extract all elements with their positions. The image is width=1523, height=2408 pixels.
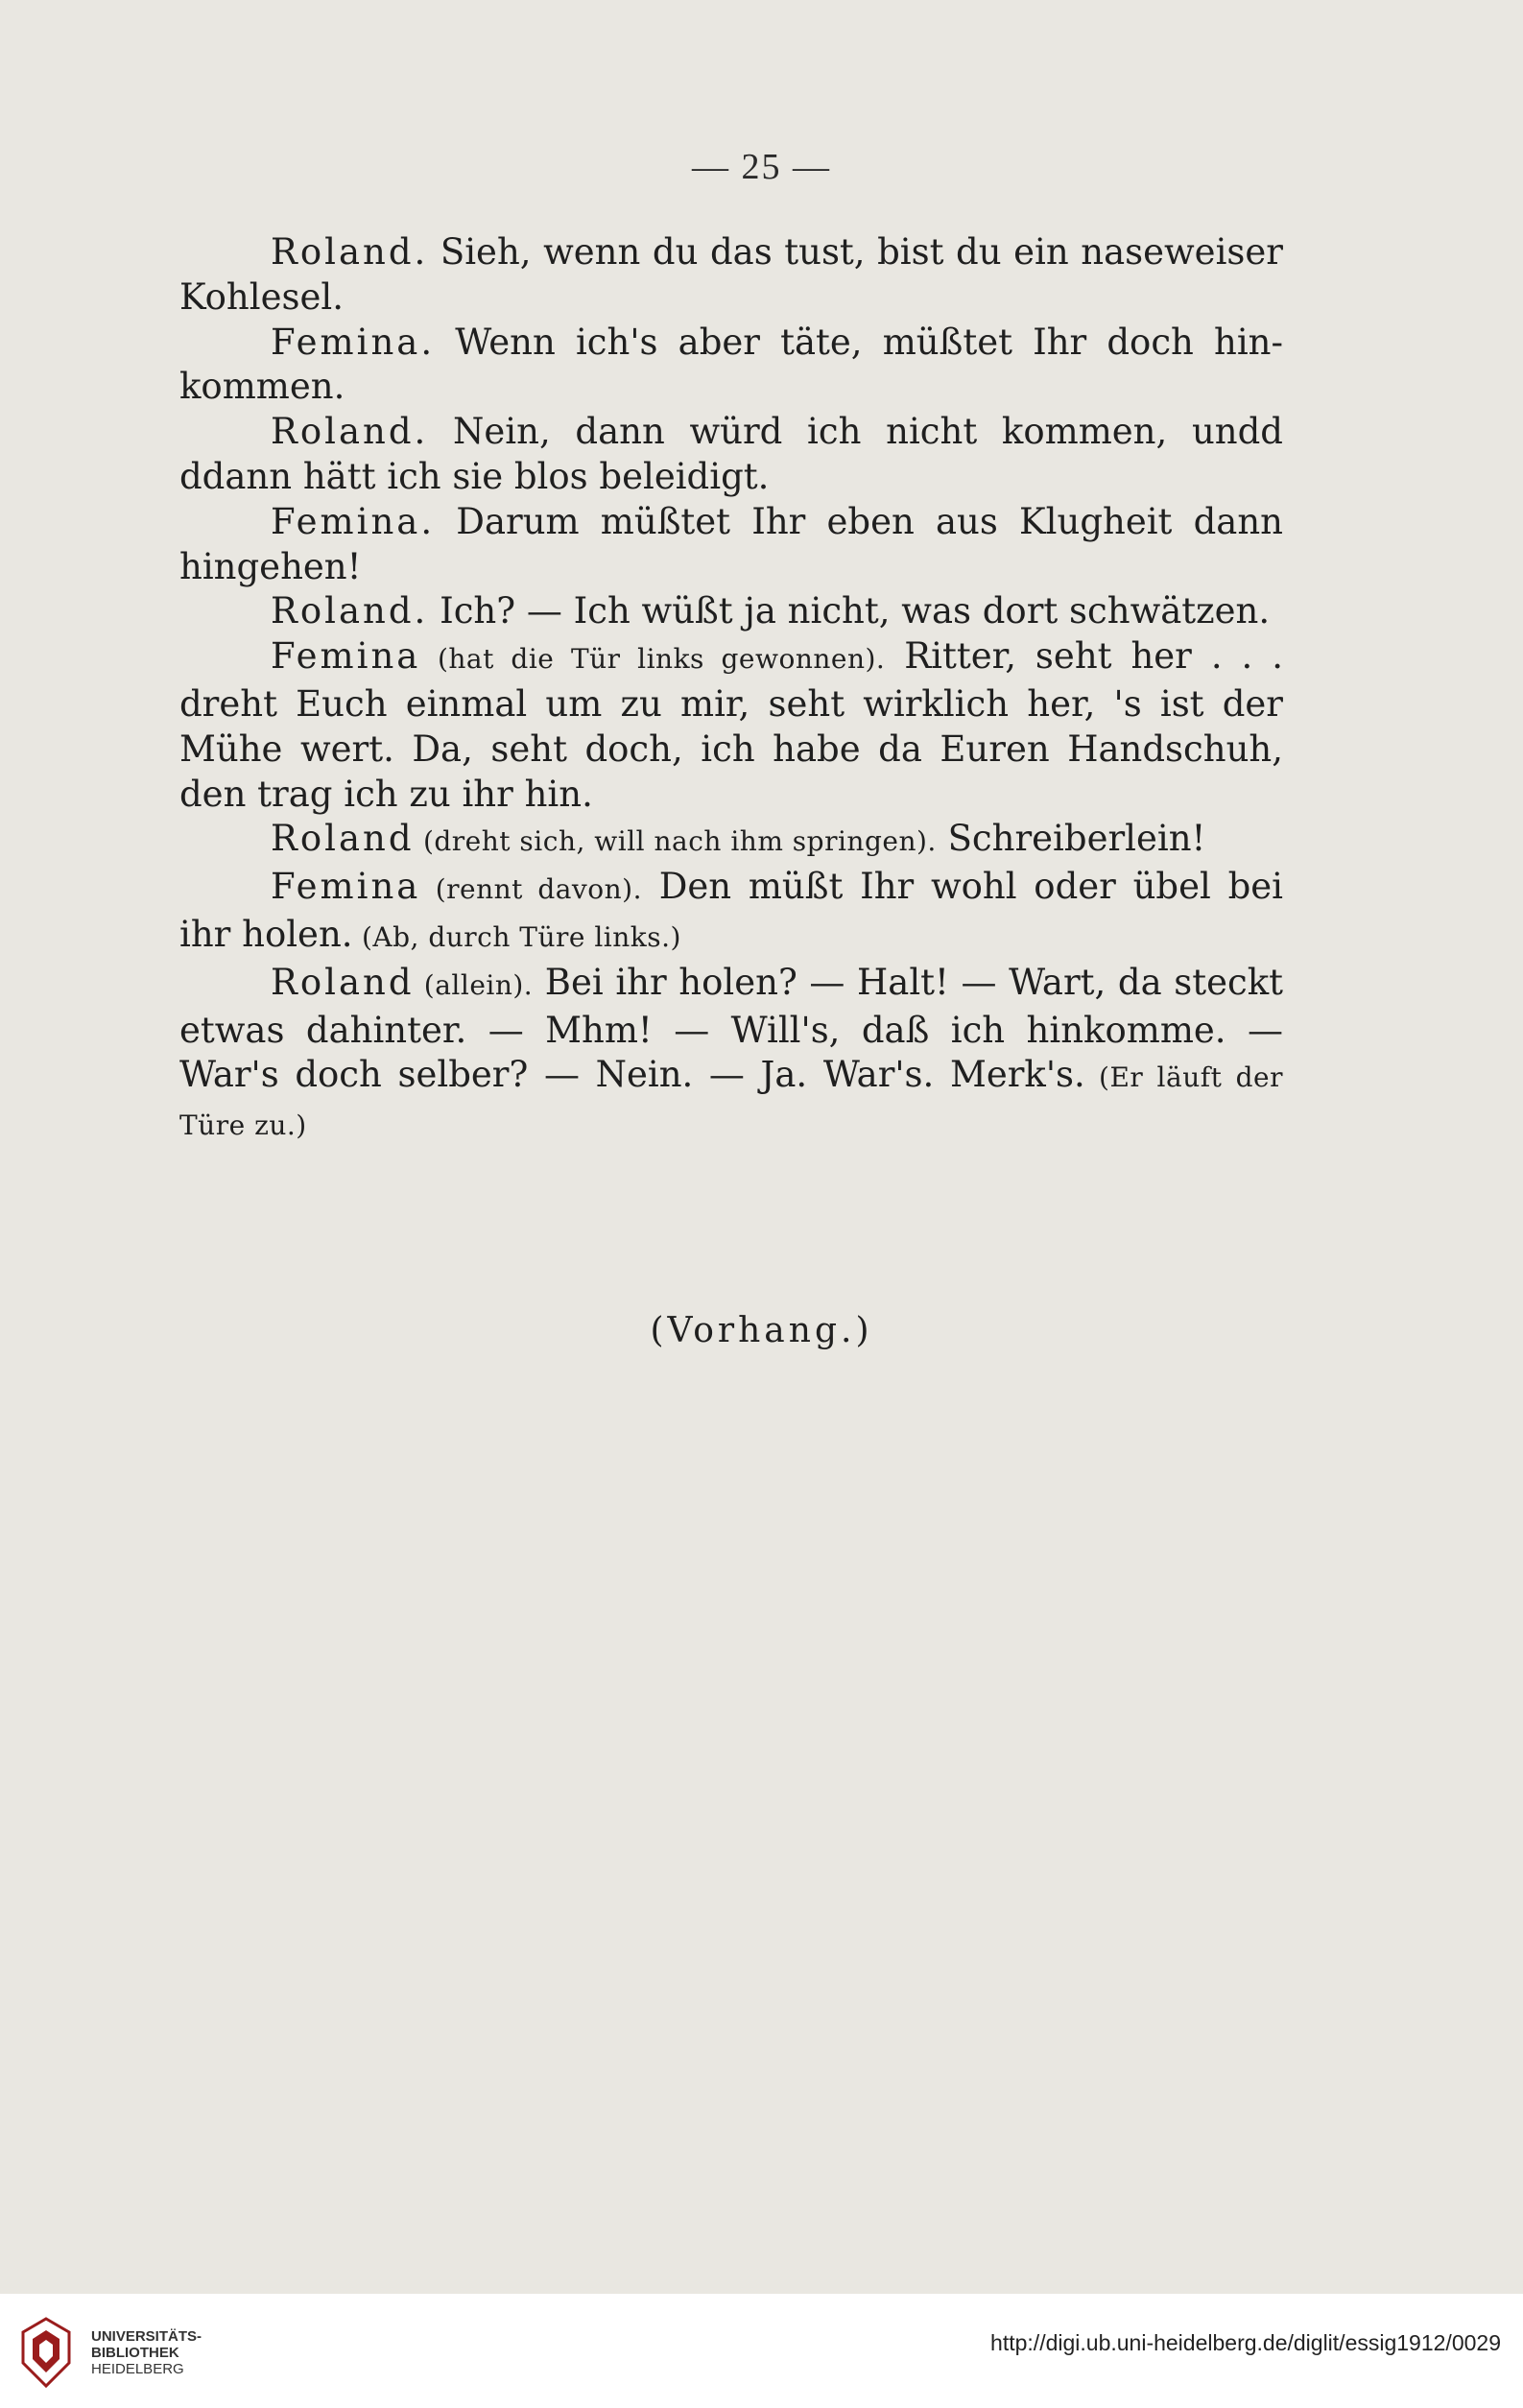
dialogue-text: Wenn ich's aber täte, müßtet Ihr doch hin-kommen.: [179, 321, 1283, 408]
library-name: [91, 2328, 202, 2377]
speaker-name: Femina: [271, 635, 421, 678]
dialogue-text: Darum müßtet Ihr eben aus Klugheit dann hingehen!: [179, 500, 1283, 587]
speaker-name: Roland.: [271, 231, 429, 273]
paragraph-2: [179, 321, 1283, 411]
paragraph-9: [179, 961, 1283, 1149]
library-name-line: BIBLIOTHEK: [91, 2345, 179, 2361]
paragraph-4: [179, 500, 1283, 590]
stage-direction: (dreht sich, will nach ihm springen).: [414, 825, 937, 858]
play-text: [179, 230, 1283, 1149]
paragraph-3: [179, 410, 1283, 500]
dialogue-text: Ich? — Ich wüßt ja nicht, was dort schwätzen.: [428, 590, 1271, 632]
dialogue-text: Sieh, wenn du das tust, bist du ein naseweiser Kohlesel.: [179, 231, 1283, 318]
source-url-link[interactable]: http://digi.ub.uni-heidelberg.de/diglit/essig1912/0029: [990, 2330, 1501, 2355]
paragraph-5: [179, 589, 1283, 634]
library-name-line: HEIDELBERG: [91, 2361, 184, 2377]
library-footer: [0, 2294, 1523, 2408]
speaker-name: Roland.: [271, 590, 429, 632]
stage-direction: (rennt davon).: [420, 873, 642, 906]
speaker-name: Roland: [271, 818, 415, 860]
stage-direction: (hat die Tür links gewonnen).: [420, 643, 886, 676]
speaker-name: Femina.: [271, 500, 436, 542]
paragraph-6: [179, 634, 1283, 817]
curtain-line: (Vorhang.): [650, 1311, 873, 1350]
dialogue-text: Den müßt Ihr wohl oder übel bei ihr holen.: [179, 866, 1283, 955]
speaker-name: Femina: [271, 866, 421, 908]
paragraph-1: [179, 230, 1283, 321]
paragraph-7: [179, 817, 1283, 865]
dialogue-text: Nein, dann würd ich nicht kommen, undd ddann hätt ich sie blos beleidigt.: [179, 411, 1283, 497]
speaker-name: Femina.: [271, 321, 436, 363]
stage-direction-trailing: (Ab, durch Türe links.): [352, 920, 681, 953]
library-name-line: UNIVERSITÄTS-: [91, 2328, 202, 2345]
speaker-name: Roland: [271, 961, 415, 1003]
dialogue-text: Schreiberlein!: [936, 818, 1206, 860]
stage-direction: (allein).: [414, 968, 534, 1001]
dialogue-text: Bei ihr holen? — Halt! — Wart, da steckt etwas dahinter. — Mhm! — Will's, daß ich hinkomme. — War's doch selber? — Nein. — Ja. War's. Merk's.: [179, 961, 1284, 1096]
page-number: — 25 —: [692, 147, 831, 187]
dialogue-text: Ritter, seht her . . . dreht Euch einmal um zu mir, seht wirklich her, 's ist der Mühe wert. Da, seht doch, ich habe da Euren Handschuh, den trag ich zu ihr hin.: [179, 635, 1283, 815]
paragraph-8: [179, 865, 1283, 961]
university-seal-icon: [17, 2315, 75, 2392]
stage-direction-trailing: (Er läuft der Türe zu.): [179, 1061, 1283, 1142]
speaker-name: Roland.: [271, 411, 429, 453]
